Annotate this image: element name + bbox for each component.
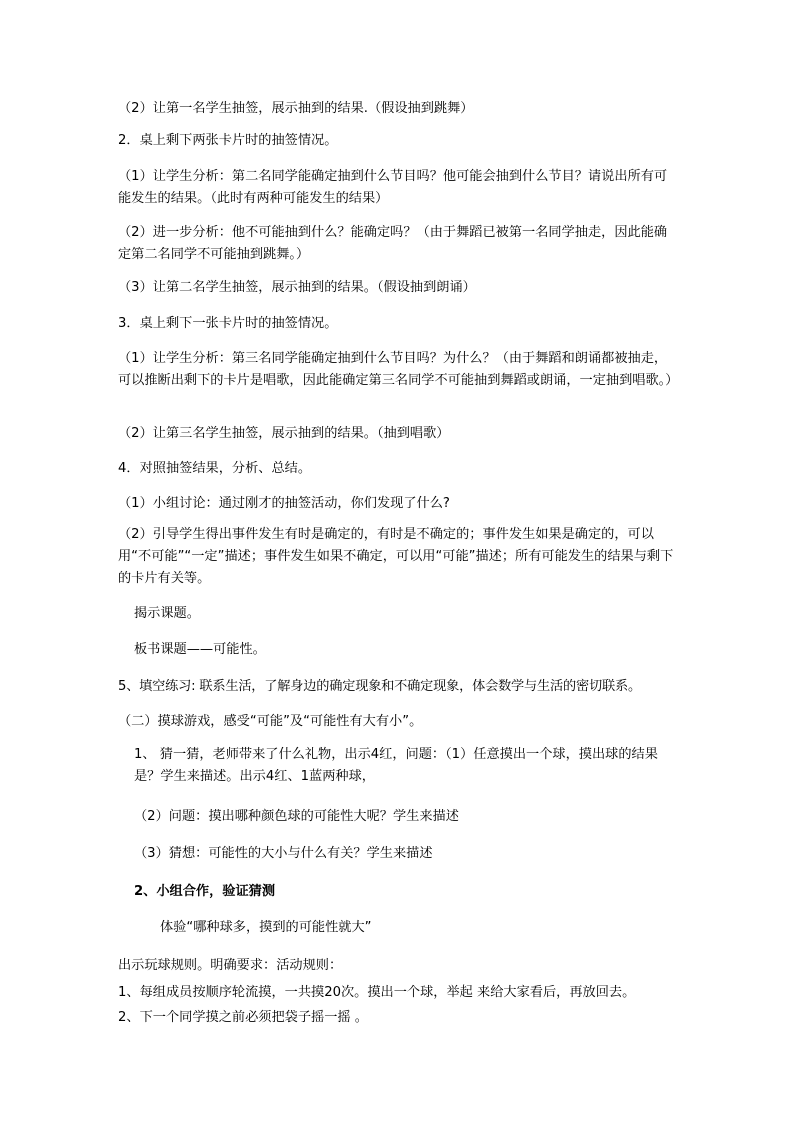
paragraph-experience: 体验“哪种球多，摸到的可能性就大” (160, 920, 372, 935)
paragraph-guide-conclusion: （2）引导学生得出事件发生有时是确定的，有时是不确定的；事件发生如果是确定的，可以用“不可能”“一定”描述；事件发生如果不确定，可以用“可能”描述；所有可能发生的结果与剩下的卡片有关等。 (118, 527, 674, 586)
paragraph-board-topic: 板书课题——可能性。 (134, 642, 266, 657)
heading-group-verify: 2、小组合作，验证猜测 (134, 884, 276, 899)
heading-compare-results: 4．对照抽签结果，分析、总结。 (118, 461, 312, 476)
paragraph-fill-exercise: 5、填空练习: 联系生活，了解身边的确定现象和不确定现象，体会数学与生活的密切联系。 (118, 679, 641, 694)
paragraph-group-discussion: （1）小组讨论：通过刚才的抽签活动，你们发现了什么? (118, 496, 450, 511)
paragraph-guess: 1、 猜一猜，老师带来了什么礼物，出示4红，问题：（1）任意摸出一个球，摸出球的结果是？学生来描述。出示4红、1蓝两种球， (134, 747, 658, 784)
paragraph-draw-first: （2）让第一名学生抽签，展示抽到的结果.（假设抽到跳舞） (118, 101, 474, 116)
paragraph-draw-second: （3）让第二名学生抽签，展示抽到的结果。（假设抽到朗诵） (118, 280, 476, 295)
paragraph-reveal-topic: 揭示课题。 (134, 606, 200, 621)
paragraph-guess-factor: （3）猜想：可能性的大小与什么有关？学生来描述 (134, 846, 433, 861)
paragraph-analyze-second: （1）让学生分析：第二名同学能确定抽到什么节目吗？他可能会抽到什么节目？请说出所有可能发生的结果。（此时有两种可能发生的结果） (118, 169, 668, 206)
paragraph-draw-third: （2）让第三名学生抽签，展示抽到的结果。（抽到唱歌） (118, 426, 450, 441)
heading-two-cards: 2．桌上剩下两张卡片时的抽签情况。 (118, 133, 338, 148)
heading-one-card: 3．桌上剩下一张卡片时的抽签情况。 (118, 316, 338, 331)
paragraph-rule-2: 2、下一个同学摸之前必须把袋子摇一摇 。 (118, 1010, 368, 1025)
heading-ball-game: （二）摸球游戏，感受“可能”及“可能性有大有小”。 (118, 714, 423, 729)
paragraph-question-color: （2）问题：摸出哪种颜色球的可能性大呢？学生来描述 (134, 809, 459, 824)
paragraph-further-analysis: （2）进一步分析：他不可能抽到什么？能确定吗？（由于舞蹈已被第一名同学抽走，因此能确定第二名同学不可能抽到跳舞。） (118, 225, 668, 262)
paragraph-analyze-third: （1）让学生分析：第三名同学能确定抽到什么节目吗？为什么？（由于舞蹈和朗诵都被抽走，可以推断出剩下的卡片是唱歌，因此能确定第三名同学不可能抽到舞蹈或朗诵，一定抽到唱歌。） (118, 351, 679, 388)
paragraph-rule-1: 1、每组成员按顺序轮流摸，一共摸20次。摸出一个球，举起 来给大家看后，再放回去。 (118, 985, 636, 1000)
paragraph-rules-intro: 出示玩球规则。明确要求：活动规则： (118, 958, 343, 973)
